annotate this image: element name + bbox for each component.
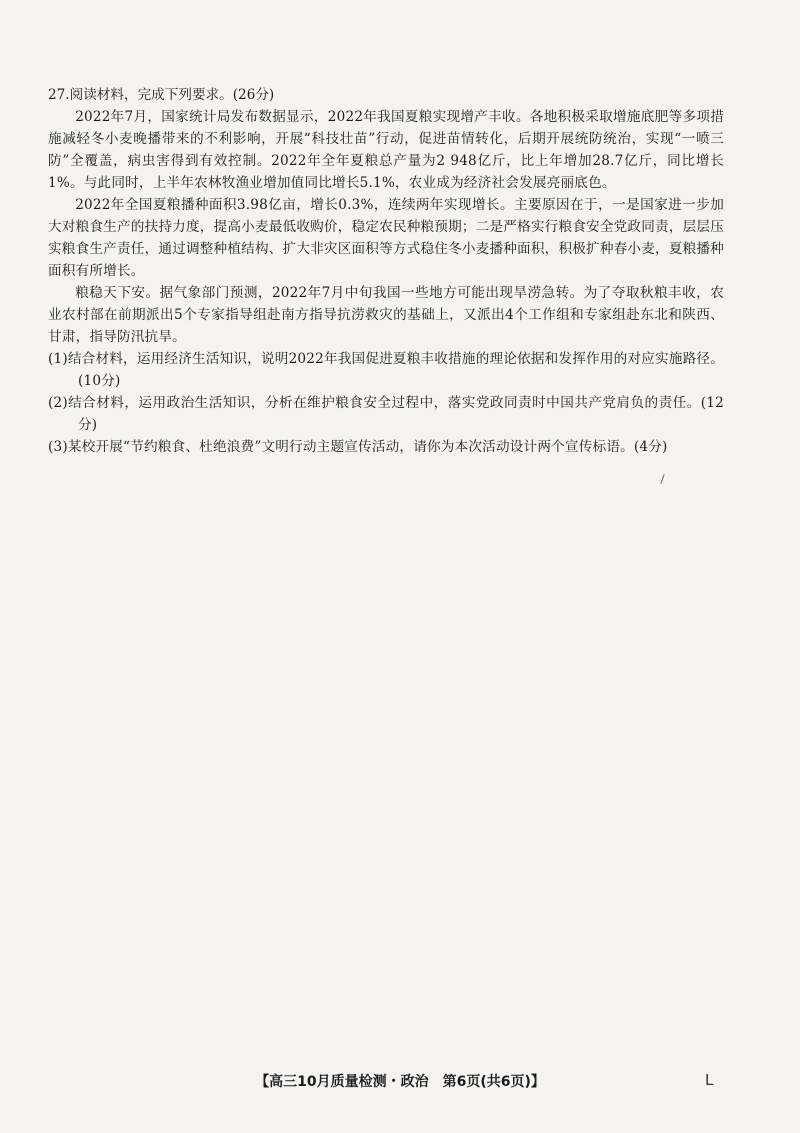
subquestion-3: (3)某校开展“节约粮食、杜绝浪费”文明行动主题宣传活动，请你为本次活动设计两个宣传标语。(4分) <box>48 439 668 455</box>
subquestion-2: (2)结合材料，运用政治生活知识，分析在维护粮食安全过程中，落实党政同责时中国共产党肩负的责任。(12分) <box>48 395 724 433</box>
pen-mark <box>660 474 664 484</box>
question-title: 27.阅读材料，完成下列要求。(26分) <box>48 87 275 103</box>
material-paragraph-1: 2022年7月，国家统计局发布数据显示，2022年我国夏粮实现增产丰收。各地积极采取增施底肥等多项措施减轻冬小麦晚播带来的不利影响，开展“科技壮苗”行动，促进苗情转化，后期开展统防统治，实现“一喷三防”全覆盖，病虫害得到有效控制。2022年全年夏粮总产量为2 948亿斤，比上年增加28.7亿斤，同比增长1%。与此同时，上半年农林牧渔业增加值同比增长5.1%，农业成为经济社会发展亮丽底色。 <box>48 109 724 191</box>
material-block <box>48 106 724 458</box>
subquestion-1: (1)结合材料，运用经济生活知识，说明2022年我国促进夏粮丰收措施的理论依据和发挥作用的对应实施路径。(10分) <box>48 351 724 389</box>
version-mark: L <box>705 1071 714 1089</box>
page-footer: 【高三10月质量检测・政治 第6页(共6页)】 <box>255 1074 545 1090</box>
material-paragraph-2: 2022年全国夏粮播种面积3.98亿亩，增长0.3%，连续两年实现增长。主要原因在于，一是国家进一步加大对粮食生产的扶持力度，提高小麦最低收购价，稳定农民种粮预期；二是严格实行粮食安全党政同责，层层压实粮食生产责任，通过调整种植结构、扩大非灾区面积等方式稳住冬小麦播种面积，积极扩种春小麦，夏粮播种面积有所增长。 <box>48 197 724 279</box>
material-paragraph-3: 粮稳天下安。据气象部门预测，2022年7月中旬我国一些地方可能出现旱涝急转。为了夺取秋粮丰收，农业农村部在前期派出5个专家指导组赴南方指导抗涝救灾的基础上，又派出4个工作组和专家组赴东北和陕西、甘肃，指导防汛抗旱。 <box>48 285 724 345</box>
